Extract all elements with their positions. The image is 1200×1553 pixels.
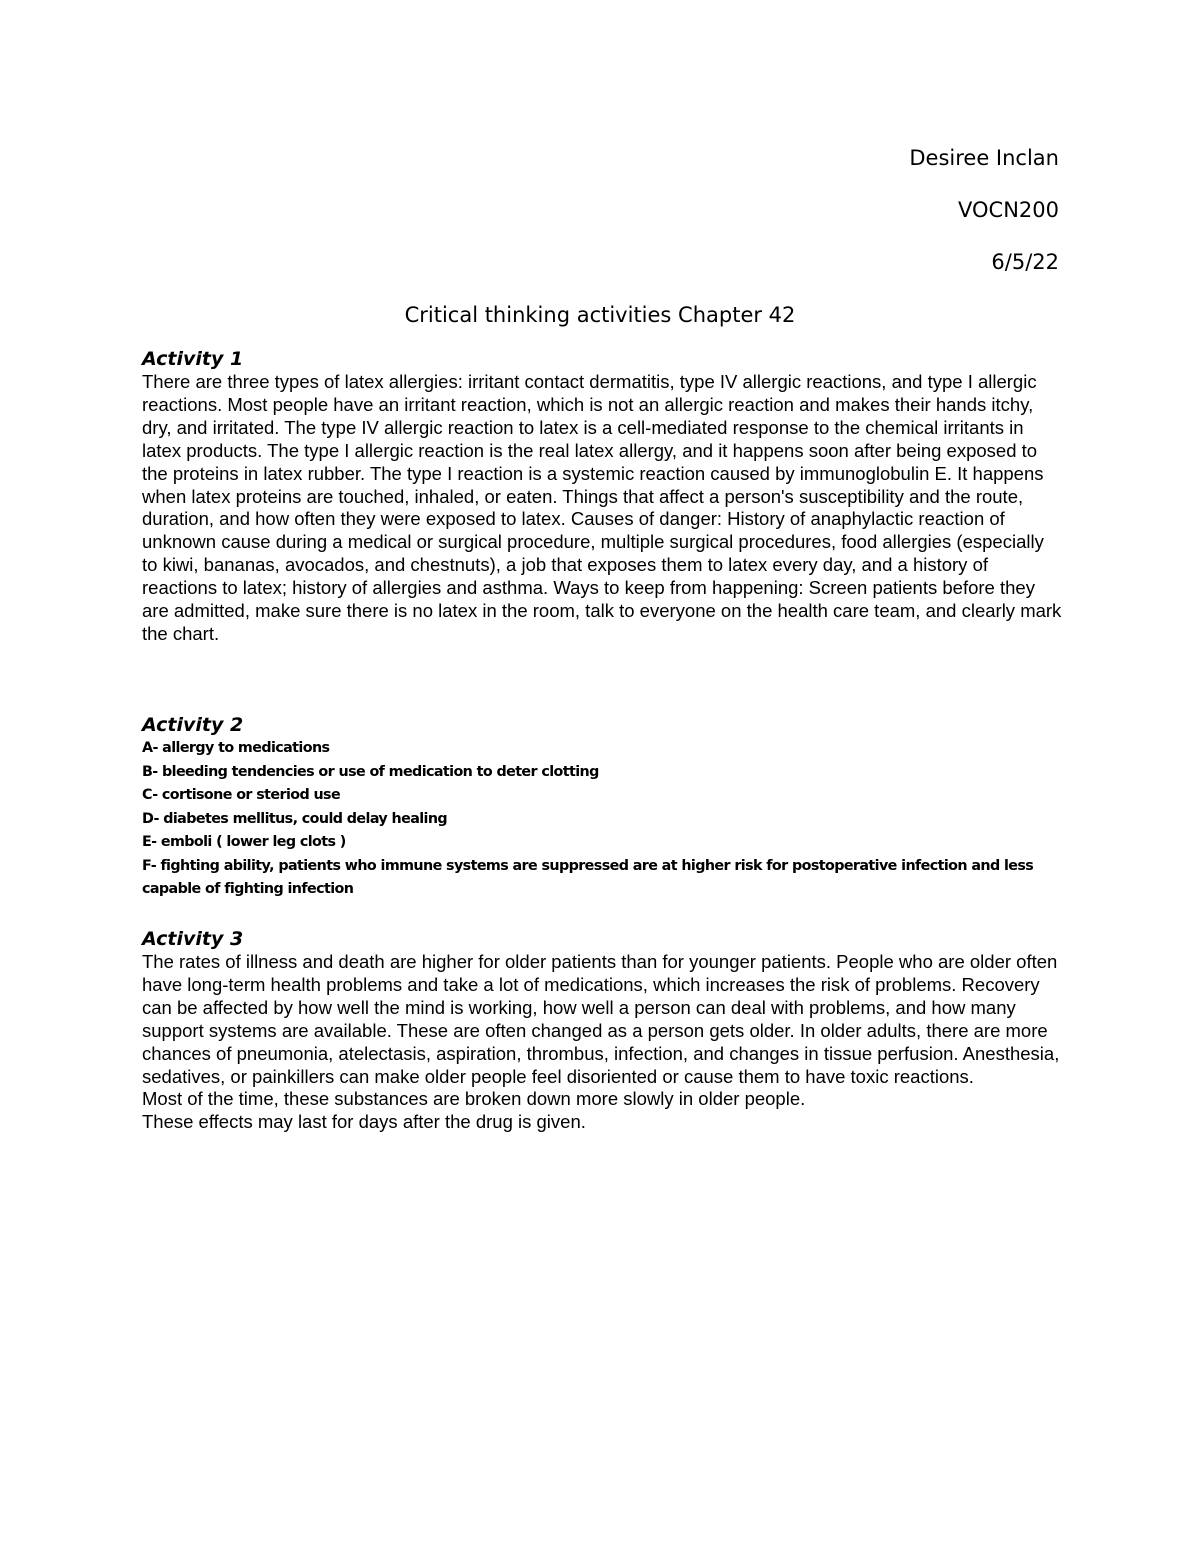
activity-1-text: There are three types of latex allergies: irritant contact dermatitis, type IV allergic reactions, and type I allergic reactions. Most people have an irritant reaction, which is not an allergic reaction and makes their hands itchy, dry, and irritated. The type IV allergic reaction to latex is a cell-mediated response to the chemical irritants in latex products. The type I allergic reaction is the real latex allergy, and it happens soon after being exposed to the proteins in latex rubber. The type I reaction is a systemic reaction caused by immunoglobulin E. It happens when latex proteins are touched, inhaled, or eaten. Things that affect a person's susceptibility and the route, duration, and how often they were exposed to latex. Causes of danger: History of anaphylactic reaction of unknown cause during a medical or surgical procedure, multiple surgical procedures, food allergies (especially to kiwi, bananas, avocados, and chestnuts), a job that exposes them to latex every day, and a history of reactions to latex; history of allergies and asthma. Ways to keep from happening: Screen patients before they are admitted, make sure there is no latex in the room, talk to everyone on the health care team, and clearly mark the chart. (142, 371, 1062, 644)
document-date: 6/5/22 (991, 250, 1059, 274)
document-title: Critical thinking activities Chapter 42 (404, 303, 796, 327)
paragraph: Most of the time, these substances are broken down more slowly in older people. (142, 1088, 806, 1110)
author-name: Desiree Inclan (909, 146, 1059, 170)
paragraph: The rates of illness and death are higher for older patients than for younger patients. People who are older often have long-term health problems and take a lot of medications, which increases the risk of problems. Recovery can be affected by how well the mind is working, how well a person can deal with problems, and how many support systems are available. These are often changed as a person gets older. In older adults, there are more chances of pneumonia, atelectasis, aspiration, thrombus, infection, and changes in tissue perfusion. Anesthesia, sedatives, or painkillers can make older people feel disoriented or cause them to have toxic reactions. (142, 951, 1060, 1087)
activity-3-heading: Activity 3 (142, 928, 244, 950)
activity-1-section (142, 348, 1062, 646)
activity-2-section (142, 714, 1062, 902)
author-header (909, 145, 1059, 301)
list-item: F- fighting ability, patients who immune systems are suppressed are at higher risk for postoperative infection and less capable of fighting infection (142, 857, 1034, 897)
list-item: A- allergy to medications (142, 740, 330, 756)
activity-2-heading: Activity 2 (142, 714, 244, 736)
activity-1-heading: Activity 1 (142, 348, 244, 370)
activity-3-text (142, 951, 1062, 1134)
course-code: VOCN200 (958, 198, 1059, 222)
list-item: C- cortisone or steriod use (142, 787, 341, 803)
list-item: E- emboli ( lower leg clots ) (142, 834, 346, 850)
paragraph: These effects may last for days after the drug is given. (142, 1111, 586, 1133)
activity-2-list (142, 737, 1062, 902)
list-item: B- bleeding tendencies or use of medication to deter clotting (142, 763, 599, 780)
activity-3-section (142, 928, 1062, 1134)
list-item: D- diabetes mellitus, could delay healing (142, 810, 448, 827)
